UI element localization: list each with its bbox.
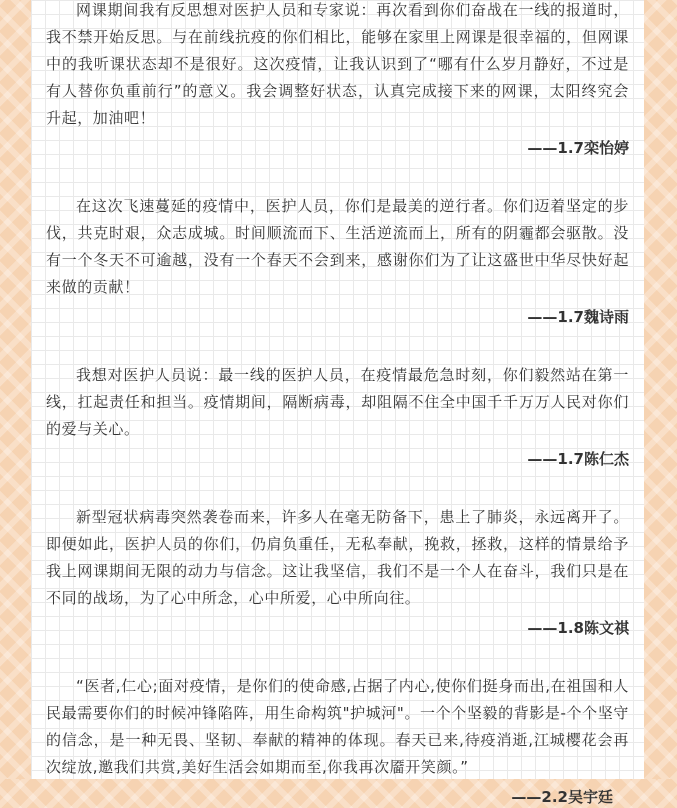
message-text: 新型冠状病毒突然袭卷而来，许多人在毫无防备下，患上了肺炎，永远离开了。即便如此，医护人员的你们，仍肩负重任，无私奉献，挽救，拯救，这样的情景给予我上网课期间无限的动力与信念。这让我坚信，我们不是一个人在奋斗，我们只是在不同的战场，为了心中所念，心中所爱，心中所向往。 bbox=[46, 508, 629, 607]
message-signature: ——2.2吴宇廷 bbox=[511, 788, 613, 806]
message-signature: ——1.7陈仁杰 bbox=[527, 450, 629, 468]
message-text: “医者,仁心;面对疫情，是你们的使命感,占据了内心,使你们挺身而出,在祖国和人民最需要你们的时候冲锋陷阵，用生命构筑"护城河"。一个个坚毅的背影是-个个坚守的信念，是一种无畏、坚韧、奉献的精神的体现。春天已来,待疫消逝,江城樱花会再次绽放,邀我们共赏,美好生活会如期而至,你我再次靥开笑颜。” bbox=[46, 677, 629, 776]
message-entry bbox=[46, 673, 629, 808]
message-text: 网课期间我有反思想对医护人员和专家说：再次看到你们奋战在一线的报道时，我不禁开始反思。与在前线抗疫的你们相比，能够在家里上网课是很幸福的，但网课中的我听课状态却不是很好。这次疫情，让我认识到了“哪有什么岁月静好，不过是有人替你负重前行”的意义。我会调整好状态，认真完成接下来的网课，太阳终究会升起，加油吧！ bbox=[46, 1, 629, 127]
notebook-paper bbox=[31, 0, 644, 806]
message-text: 在这次飞速蔓延的疫情中，医护人员，你们是最美的逆行者。你们迈着坚定的步伐，共克时艰，众志成城。时间顺流而下、生活逆流而上，所有的阴霾都会驱散。没有一个冬天不可逾越，没有一个春天不会到来，感谢你们为了让这盛世中华尽快好起来做的贡献！ bbox=[46, 197, 629, 296]
message-signature: ——1.8陈文祺 bbox=[527, 619, 629, 637]
message-entry bbox=[46, 0, 629, 159]
message-signature: ——1.7魏诗雨 bbox=[527, 308, 629, 326]
message-entry bbox=[46, 362, 629, 470]
message-signature: ——1.7栾怡婷 bbox=[527, 139, 629, 157]
message-text: 我想对医护人员说：最一线的医护人员，在疫情最危急时刻，你们毅然站在第一线，扛起责任和担当。疫情期间，隔断病毒，却阻隔不住全中国千千万万人民对你们的爱与关心。 bbox=[46, 366, 629, 438]
message-entry bbox=[46, 193, 629, 328]
message-entry bbox=[46, 504, 629, 639]
